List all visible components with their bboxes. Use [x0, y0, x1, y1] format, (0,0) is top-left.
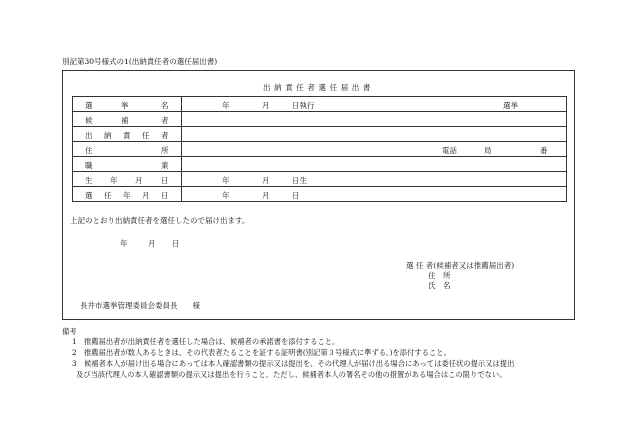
form-heading: 別記第30号様式の1(出納責任者の選任届出書)	[62, 57, 218, 66]
field-candidate[interactable]	[182, 112, 567, 127]
submit-year: 年	[120, 239, 128, 248]
note-text-2: 推薦届出者が数人あるときは、その代表者たることを証する証明書(別記第３号様式に準ずる。)を添付すること。	[84, 348, 451, 357]
row-election	[73, 97, 567, 112]
field-appointment[interactable]: 年 月 日	[182, 187, 567, 202]
row-occupation	[73, 157, 567, 172]
row-birth	[73, 172, 567, 187]
label-appointment: 選 任 年 月 日	[73, 187, 182, 202]
field-treasurer[interactable]	[182, 127, 567, 142]
form-table	[72, 96, 567, 202]
label-treasurer: 出 納 責 任 者	[73, 127, 182, 142]
row-candidate	[73, 112, 567, 127]
row-appointment	[73, 187, 567, 202]
note-num-1: 1	[72, 337, 77, 346]
row-treasurer	[73, 127, 567, 142]
label-candidate: 候 補 者	[73, 112, 182, 127]
label-occupation: 職 業	[73, 157, 182, 172]
addressee: 長井市選挙管理委員会委員長 様	[80, 301, 200, 310]
appointer-title: 選 任 者(候補者又は推薦届出者)	[406, 261, 515, 270]
note-text-1: 推薦届出者が出納責任者を選任した場合は、候補者の承諾書を添付すること。	[84, 337, 340, 346]
row-address	[73, 142, 567, 157]
label-election: 選 挙 名	[73, 97, 182, 112]
note-text-3: 候補者本人が届け出る場合にあっては本人確認書類の提示又は提出を、その代理人が届け出る場合にあっては委任状の提示又は提出	[84, 359, 515, 368]
form-box	[62, 70, 575, 320]
label-address: 住 所	[73, 142, 182, 157]
field-occupation[interactable]	[182, 157, 567, 172]
statement-text: 上記のとおり出納責任者を選任したので届け出ます。	[70, 216, 250, 225]
form-title: 出納責任者選任届出書	[263, 83, 374, 92]
field-address[interactable]: 電話 局 番	[182, 142, 567, 157]
field-election[interactable]: 年 月 日執行 選挙	[182, 97, 567, 112]
note-text-3-cont: 及び当該代理人の本人確認書類の提示又は提出を行うこと。ただし、候補者本人の署名その他の措置がある場合はこの限りでない。	[76, 370, 507, 379]
note-num-3: 3	[72, 359, 77, 368]
submit-month: 月	[148, 239, 156, 248]
field-birth[interactable]: 年 月 日生	[182, 172, 567, 187]
note-num-2: 2	[72, 348, 77, 357]
appointer-address-label: 住 所	[428, 271, 451, 280]
label-birth: 生 年 月 日	[73, 172, 182, 187]
submit-day: 日	[172, 239, 180, 248]
notes-heading: 備考	[62, 327, 77, 336]
appointer-name-label: 氏 名	[428, 281, 451, 290]
